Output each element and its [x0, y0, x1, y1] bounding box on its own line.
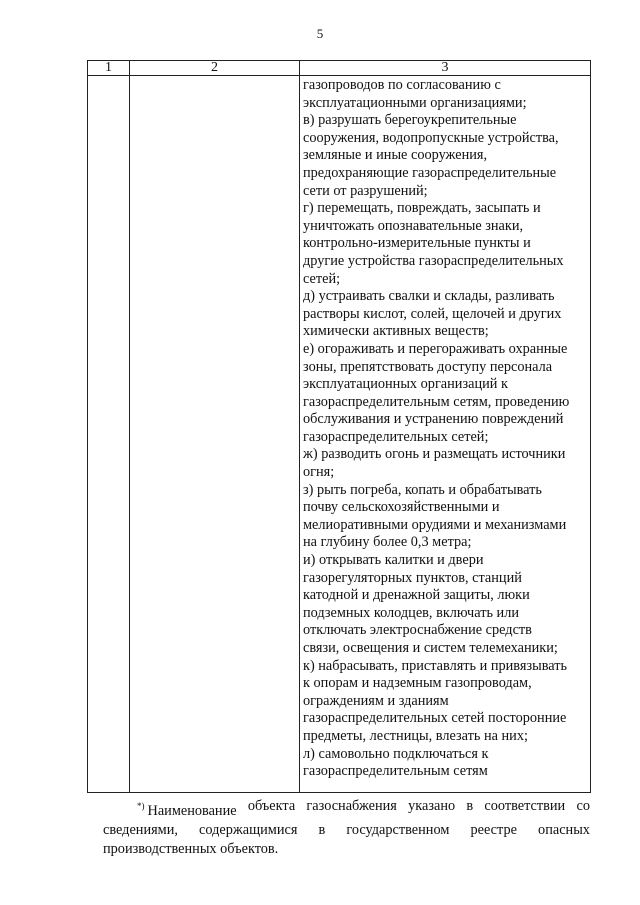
- footnote-line-3: производственных объектов.: [103, 840, 279, 857]
- footnote-word: опасных: [538, 821, 590, 838]
- text-line: эксплуатационными организациями;: [303, 94, 527, 111]
- footnote-word-text: Наименование: [147, 802, 237, 819]
- text-line: подземных колодцев, включать или: [303, 604, 519, 621]
- footnote-word: государственном: [346, 821, 450, 838]
- footnote-word: [466, 797, 473, 821]
- text-line: контрольно-измерительные пункты и: [303, 235, 531, 252]
- text-line: д) устраивать свалки и склады, разливать: [303, 288, 555, 305]
- cell-col-2: [130, 76, 300, 793]
- text-line: к опорам и надземным газопроводам,: [303, 675, 532, 692]
- prohibitions-text: [300, 76, 590, 781]
- footnote-word: в: [318, 821, 326, 838]
- text-line: на глубину более 0,3 метра;: [303, 534, 472, 551]
- footnote-word: [484, 797, 565, 821]
- text-line: ж) разводить огонь и размещать источники: [303, 446, 566, 463]
- text-line: другие устройства газораспределительных: [303, 252, 564, 269]
- text-line: обслуживания и устранению повреждений: [303, 411, 564, 428]
- text-line: почву сельскохозяйственными и: [303, 499, 500, 516]
- text-line: газораспределительных сетей посторонние: [303, 710, 567, 727]
- text-line: ограждениям и зданиям: [303, 692, 449, 709]
- text-line: земляные и иные сооружения,: [303, 147, 488, 164]
- footnote-word: [248, 797, 295, 821]
- table-header-row: [88, 61, 591, 76]
- text-line: растворы кислот, солей, щелочей и других: [303, 305, 562, 322]
- text-line: газопроводов по согласованию с: [303, 77, 501, 93]
- text-line: катодной и дренажной защиты, люки: [303, 587, 530, 604]
- text-line: предохраняющие газораспределительные: [303, 164, 557, 181]
- text-line: и) открывать калитки и двери: [303, 552, 484, 569]
- footnote: [103, 797, 590, 859]
- column-header-2: 2: [130, 61, 300, 76]
- cell-col-1: [88, 76, 130, 793]
- text-line: сети от разрушений;: [303, 182, 428, 199]
- text-line: газораспределительных сетей;: [303, 428, 489, 445]
- cell-col-3: [300, 76, 591, 793]
- page-number: 5: [316, 26, 324, 41]
- footnote-word-text: соответствии: [484, 798, 566, 814]
- text-line: газораспределительным сетям, проведению: [303, 393, 570, 410]
- footnote-word: [306, 797, 396, 821]
- text-line: эксплуатационных организаций к: [303, 376, 508, 393]
- footnote-word: содержащимися: [199, 821, 298, 838]
- footnote-word-text: со: [576, 798, 590, 814]
- table-row: [88, 76, 591, 793]
- footnote-marker: *): [137, 801, 145, 811]
- text-line: предметы, лестницы, влезать на них;: [303, 727, 528, 744]
- text-line: з) рыть погреба, копать и обрабатывать: [303, 481, 542, 498]
- text-line: зоны, препятствовать доступу персонала: [303, 358, 553, 375]
- text-line: мелиоративными орудиями и механизмами: [303, 516, 567, 533]
- text-line: отключать электроснабжение средств: [303, 622, 532, 639]
- footnote-word: реестре: [470, 821, 517, 838]
- column-header-3: 3: [300, 61, 591, 76]
- footnote-word: [408, 797, 455, 821]
- text-line: газораспределительным сетям: [303, 763, 488, 780]
- text-line: к) набрасывать, приставлять и привязывать: [303, 657, 568, 674]
- footnote-word: [137, 797, 237, 821]
- footnote-word: [576, 797, 590, 821]
- footnote-word: сведениями,: [103, 821, 178, 838]
- text-line: уничтожать опознавательные знаки,: [303, 217, 524, 234]
- text-line: газорегуляторных пунктов, станций: [303, 569, 522, 586]
- text-line: в) разрушать берегоукрепительные: [303, 112, 517, 129]
- footnote-line-1: [103, 797, 590, 821]
- footnote-word-text: газоснабжения: [306, 798, 397, 814]
- text-line: е) огораживать и перегораживать охранные: [303, 340, 568, 357]
- footnote-word-text: объекта: [247, 798, 296, 814]
- text-line: связи, освещения и систем телемеханики;: [303, 640, 558, 656]
- requirements-table: [87, 60, 591, 793]
- text-line: сооружения, водопропускные устройства,: [303, 129, 559, 146]
- column-header-1: 1: [88, 61, 130, 76]
- text-line: л) самовольно подключаться к: [303, 745, 489, 762]
- footnote-line-2: [103, 821, 590, 840]
- footnote-word-text: в: [466, 798, 474, 814]
- text-line: сетей;: [303, 270, 341, 287]
- text-line: огня;: [303, 464, 335, 481]
- text-line: химически активных веществ;: [303, 323, 489, 340]
- footnote-word-text: указано: [408, 798, 456, 814]
- text-line: г) перемещать, повреждать, засыпать и: [303, 200, 541, 217]
